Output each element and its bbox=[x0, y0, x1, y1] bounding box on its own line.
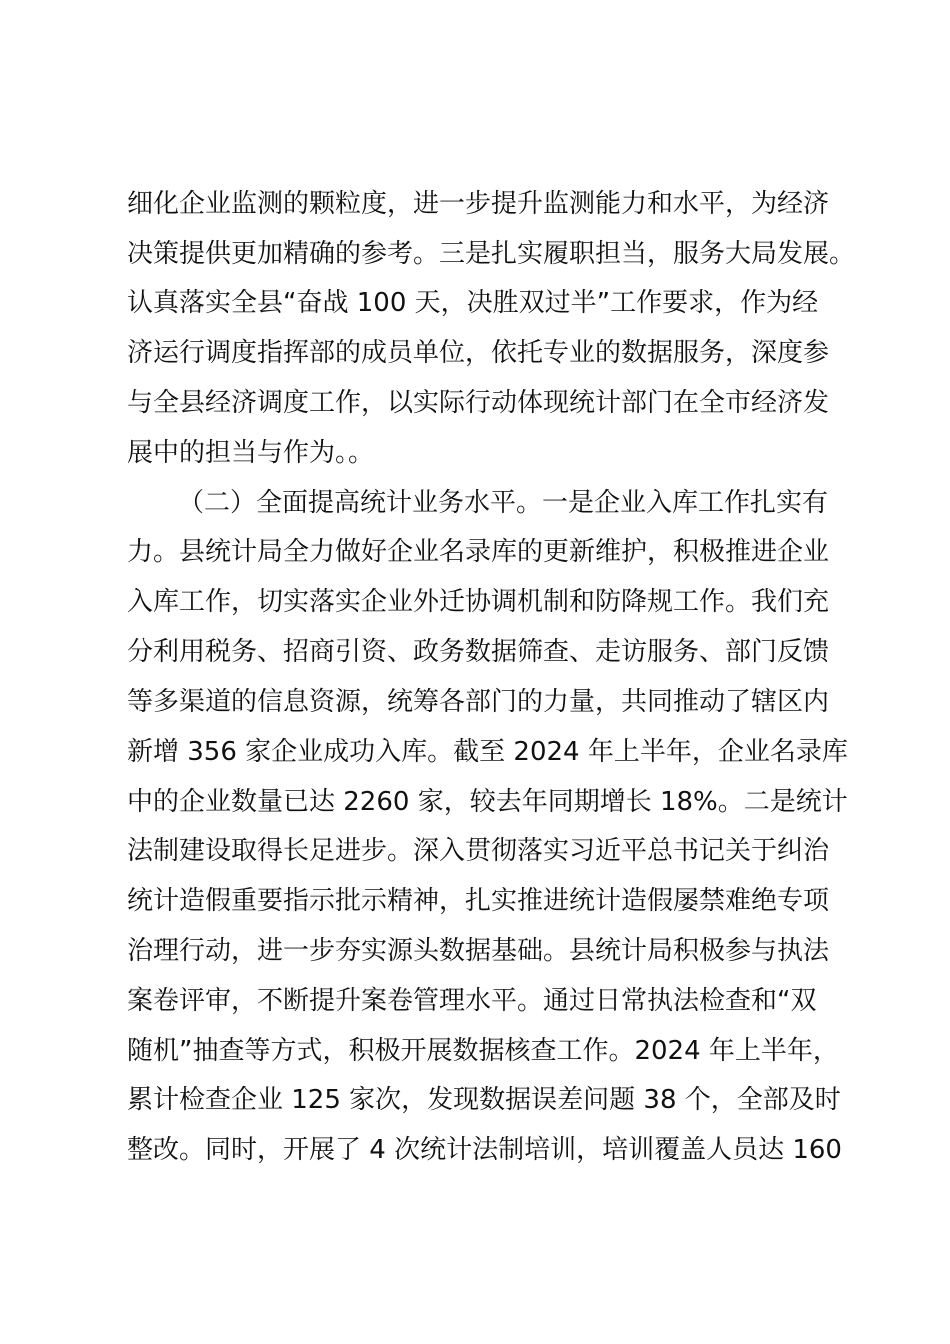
text-line-2: 决策提供更加精确的参考。三是扎实履职担当，服务大局发展。 bbox=[127, 239, 856, 269]
text-line-12: 新增 356 家企业成功入库。截至 2024 年上半年，企业名录库 bbox=[127, 737, 848, 767]
paragraph-heading-line: （二）全面提高统计业务水平。一是企业入库工作扎实有 bbox=[178, 488, 829, 518]
text-line-15: 统计造假重要指示批示精神，扎实推进统计造假屡禁难绝专项 bbox=[127, 886, 830, 916]
text-line-13: 中的企业数量已达 2260 家，较去年同期增长 18%。二是统计 bbox=[127, 787, 848, 817]
text-line-1: 细化企业监测的颗粒度，进一步提升监测能力和水平，为经济 bbox=[127, 189, 830, 219]
text-line-4: 济运行调度指挥部的成员单位，依托专业的数据服务，深度参 bbox=[127, 338, 830, 368]
text-line-10: 分利用税务、招商引资、政务数据筛查、走访服务、部门反馈 bbox=[127, 637, 830, 667]
text-line-16: 治理行动，进一步夯实源头数据基础。县统计局积极参与执法 bbox=[127, 936, 830, 966]
text-line-9: 入库工作，切实落实企业外迁协调机制和防降规工作。我们充 bbox=[127, 587, 830, 617]
text-line-18: 随机”抽查等方式，积极开展数据核查工作。2024 年上半年， bbox=[127, 1036, 839, 1066]
text-line-5: 与全县经济调度工作，以实际行动体现统计部门在全市经济发 bbox=[127, 388, 830, 418]
text-line-8: 力。县统计局全力做好企业名录库的更新维护，积极推进企业 bbox=[127, 537, 830, 567]
text-line-11: 等多渠道的信息资源，统筹各部门的力量，共同推动了辖区内 bbox=[127, 687, 830, 717]
text-line-14: 法制建设取得长足进步。深入贯彻落实习近平总书记关于纠治 bbox=[127, 836, 830, 866]
text-line-17: 案卷评审，不断提升案卷管理水平。通过日常执法检查和“双 bbox=[127, 986, 817, 1016]
text-line-3: 认真落实全县“奋战 100 天，决胜双过半”工作要求，作为经 bbox=[127, 288, 819, 318]
text-line-6: 展中的担当与作为。。 bbox=[127, 438, 375, 468]
text-line-20: 整改。同时，开展了 4 次统计法制培训，培训覆盖人员达 160 bbox=[127, 1135, 842, 1165]
text-line-19: 累计检查企业 125 家次，发现数据误差问题 38 个，全部及时 bbox=[127, 1085, 841, 1115]
